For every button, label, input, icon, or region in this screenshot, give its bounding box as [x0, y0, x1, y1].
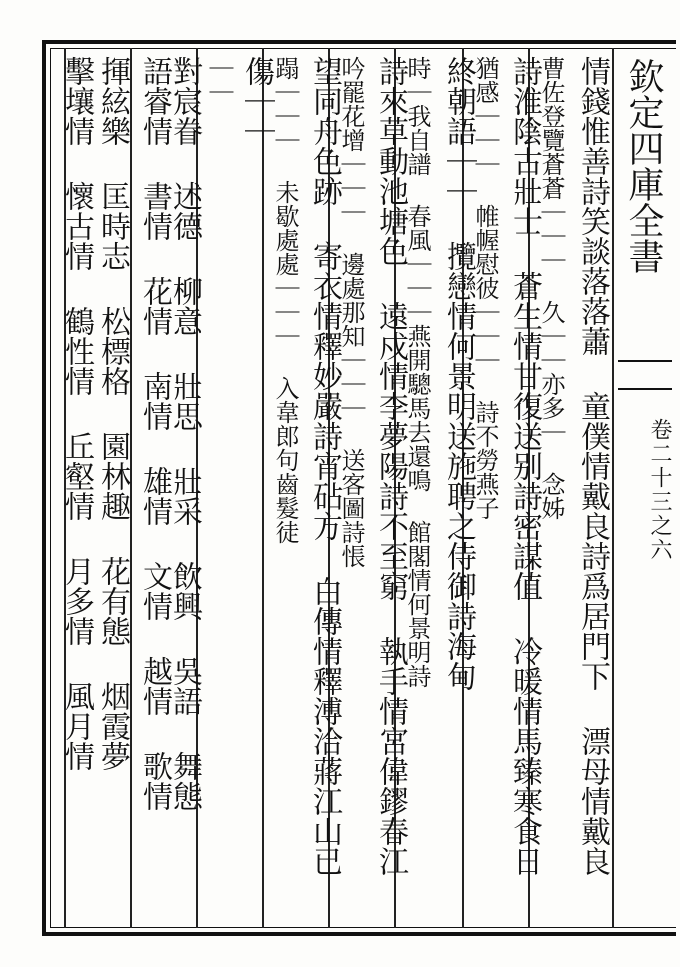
text-column-1: 情錢惟善詩笑談落落蕭 童僕情戴良詩爲居門下 漂母情戴良	[575, 56, 610, 876]
text-column-5: 終朝語｜｜ 攬戀情何景明送施聘之侍御詩海甸	[441, 56, 476, 691]
text-column-12: ｜｜	[205, 56, 233, 104]
text-column-4: 猶感｜｜｜ 帷幄慰彼｜｜｜ 詩不勞燕子	[471, 56, 499, 520]
text-column-9: 望同舟色跡 寄衣情釋妙嚴詩宵砧方 白傳情釋溥洽蔣江山已	[307, 56, 342, 876]
margin-rule-top	[618, 360, 672, 362]
text-column-2: 曹佐登覽蒼蒼｜｜｜ 久｜｜亦多｜ 念姊	[537, 56, 565, 520]
text-column-8: 吟罷花增｜｜｜ 邊處那知｜｜｜ 送客圖詩悵	[337, 56, 365, 568]
text-column-3: 詩淮陰古壯士 蒼生情甘復送别詩密謀值 冷暖情馬臻寒食日	[507, 56, 542, 876]
text-column-10: 蹋｜｜｜ 未歇處處｜｜｜ 入韋郎句齒髮徒	[271, 56, 299, 544]
text-column-15: 揮絃樂 匡時志 松標格 園林趣 花有態 烟霞夢	[95, 56, 130, 771]
column-rule	[612, 48, 614, 928]
text-column-11: 傷｜｜	[239, 56, 274, 146]
juan-number: 卷二十三之六	[647, 418, 672, 562]
text-column-16: 擊壤情 懷古情 鶴性情 丘壑情 月多情 風月情	[59, 56, 94, 771]
text-column-7: 詩來草動池塘色 遠戍情李夢陽詩不至窮 執手情宮偉鏐春江	[373, 56, 408, 876]
text-column-14: 語睿情 書情 花情 南情 雄情 文情 越情 歌情	[137, 56, 172, 811]
text-column-6: 時｜我自譜 春風｜｜｜燕開驄馬去還鳴 館閣情何景明詩	[403, 56, 431, 688]
text-column-13: 對宸眷 述德 柳意 壯思 壯采 飲興 吳語 舞態	[167, 56, 202, 811]
margin-rule-mid	[618, 388, 672, 390]
banxin-margin	[612, 48, 676, 928]
book-title: 欽定四庫全書	[623, 58, 664, 274]
